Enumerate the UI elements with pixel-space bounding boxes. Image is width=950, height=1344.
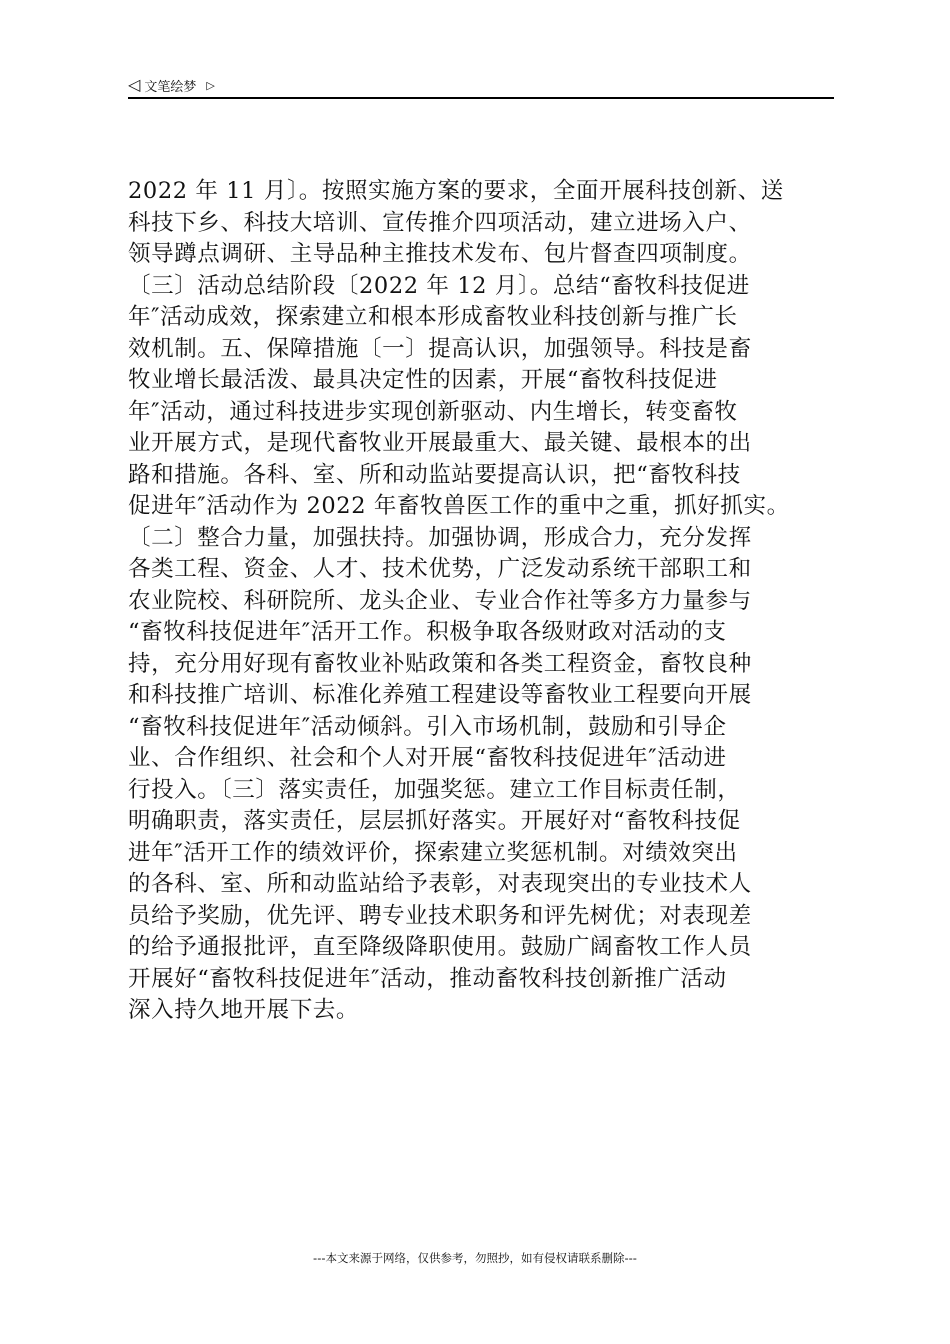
header-title: 文笔绘梦: [144, 79, 197, 95]
page-header: [128, 74, 215, 96]
body-line: 〔二〕整合力量，加强扶持。加强协调，形成合力，充分发挥: [128, 524, 752, 551]
document-body: [128, 176, 838, 1027]
body-line: 进年″活开工作的绩效评价，探索建立奖惩机制。对绩效突出: [128, 839, 738, 866]
right-triangle-icon: ▷: [206, 78, 215, 92]
body-line: 行投入。〔三〕落实责任，加强奖惩。建立工作目标责任制，: [128, 776, 741, 803]
body-line: 〔三〕活动总结阶段〔2022 年 12 月〕。总结“畜牧科技促进: [128, 272, 750, 299]
body-line: 年″活动，通过科技进步实现创新驱动、内生增长，转变畜牧: [128, 398, 738, 425]
body-line: 深入持久地开展下去。: [128, 997, 360, 1023]
body-line: 业、合作组织、社会和个人对开展“畜牧科技促进年″活动进: [128, 745, 727, 771]
body-line: 路和措施。各科、室、所和动监站要提高认识，把“畜牧科技: [128, 461, 741, 488]
body-line: 年″活动成效，探索建立和根本形成畜牧业科技创新与推广长: [128, 304, 738, 330]
body-line: 农业院校、科研院所、龙头企业、专业合作社等多方力量参与: [128, 587, 752, 614]
body-line: “畜牧科技促进年″活开工作。积极争取各级财政对活动的支: [128, 619, 727, 645]
body-line: “畜牧科技促进年″活动倾斜。引入市场机制，鼓励和引导企: [128, 713, 727, 740]
body-line: 和科技推广培训、标准化养殖工程建设等畜牧业工程要向开展: [128, 682, 752, 708]
body-line: 牧业增长最活泼、最具决定性的因素，开展“畜牧科技促进: [128, 367, 718, 393]
body-line: 领导蹲点调研、主导品种主推技术发布、包片督查四项制度。: [128, 241, 752, 267]
body-line: 员给予奖励，优先评、聘专业技术职务和评先树优；对表现差: [128, 902, 752, 929]
header-divider: [128, 97, 834, 99]
body-line: 开展好“畜牧科技促进年″活动，推动畜牧科技创新推广活动: [128, 965, 727, 992]
body-line: 各类工程、资金、人才、技术优势，广泛发动系统干部职工和: [128, 556, 752, 582]
left-triangle-icon: ◁: [128, 75, 141, 94]
page-footer: ---本文来源于网络，仅供参考，勿照抄，如有侵权请联系删除---: [313, 1251, 637, 1265]
body-line: 科技下乡、科技大培训、宣传推介四项活动，建立进场入户、: [128, 209, 752, 236]
body-line: 的给予通报批评，直至降级降职使用。鼓励广阔畜牧工作人员: [128, 934, 752, 960]
body-line: 明确职责，落实责任，层层抓好落实。开展好对“畜牧科技促: [128, 808, 741, 834]
body-line: 持，充分用好现有畜牧业补贴政策和各类工程资金，畜牧良种: [128, 650, 752, 677]
body-line: 的各科、室、所和动监站给予表彰，对表现突出的专业技术人: [128, 871, 752, 897]
body-line: 2022 年 11 月〕。按照实施方案的要求，全面开展科技创新、送: [128, 178, 784, 204]
body-line: 促进年″活动作为 2022 年畜牧兽医工作的重中之重，抓好抓实。: [128, 493, 790, 519]
body-line: 业开展方式，是现代畜牧业开展最重大、最关键、最根本的出: [128, 430, 752, 456]
body-line: 效机制。五、保障措施〔一〕提高认识，加强领导。科技是畜: [128, 335, 752, 362]
